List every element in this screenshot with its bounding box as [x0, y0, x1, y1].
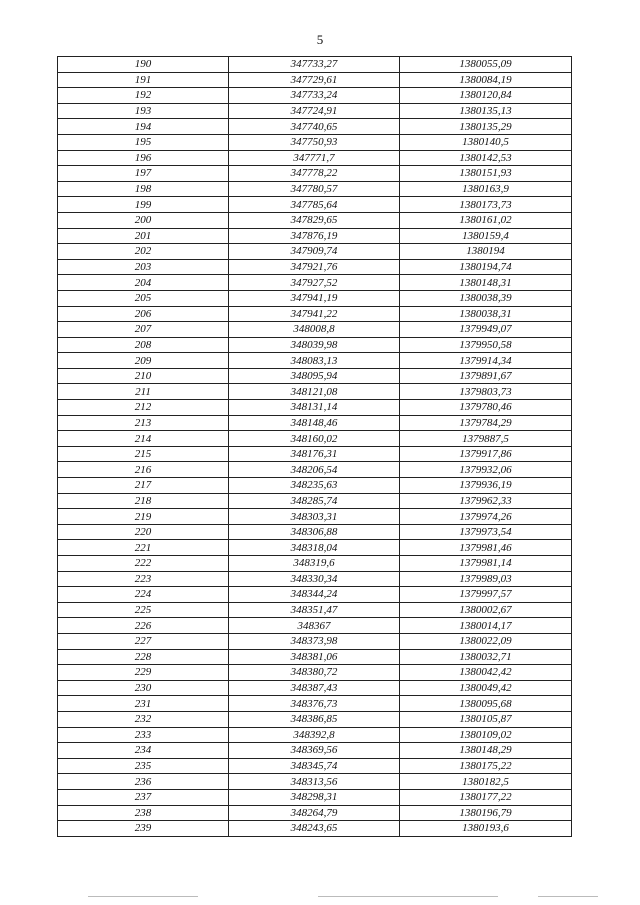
x-coordinate-cell: 347909,74 — [229, 244, 400, 260]
point-number-cell: 202 — [58, 244, 229, 260]
point-number-cell: 231 — [58, 696, 229, 712]
table-row — [58, 680, 572, 696]
table-row — [58, 758, 572, 774]
point-number-cell: 199 — [58, 197, 229, 213]
point-number-cell: 211 — [58, 384, 229, 400]
x-coordinate-cell: 347771,7 — [229, 150, 400, 166]
point-number-cell: 208 — [58, 337, 229, 353]
table-row — [58, 805, 572, 821]
x-coordinate-cell: 347785,64 — [229, 197, 400, 213]
y-coordinate-cell: 1380148,31 — [400, 275, 572, 291]
y-coordinate-cell: 1380032,71 — [400, 649, 572, 665]
x-coordinate-cell: 348264,79 — [229, 805, 400, 821]
y-coordinate-cell: 1379949,07 — [400, 322, 572, 338]
table-row — [58, 119, 572, 135]
y-coordinate-cell: 1380014,17 — [400, 618, 572, 634]
table-row — [58, 337, 572, 353]
y-coordinate-cell: 1380135,29 — [400, 119, 572, 135]
table-row — [58, 431, 572, 447]
x-coordinate-cell: 348380,72 — [229, 665, 400, 681]
point-number-cell: 214 — [58, 431, 229, 447]
y-coordinate-cell: 1380159,4 — [400, 228, 572, 244]
x-coordinate-cell: 348319,6 — [229, 556, 400, 572]
x-coordinate-cell: 348367 — [229, 618, 400, 634]
x-coordinate-cell: 348285,74 — [229, 493, 400, 509]
x-coordinate-cell: 347876,19 — [229, 228, 400, 244]
x-coordinate-cell: 348330,34 — [229, 571, 400, 587]
x-coordinate-cell: 348160,02 — [229, 431, 400, 447]
table-row — [58, 493, 572, 509]
y-coordinate-cell: 1379962,33 — [400, 493, 572, 509]
x-coordinate-cell: 347750,93 — [229, 134, 400, 150]
point-number-cell: 220 — [58, 524, 229, 540]
table-row — [58, 524, 572, 540]
point-number-cell: 228 — [58, 649, 229, 665]
table-row — [58, 649, 572, 665]
x-coordinate-cell: 348235,63 — [229, 478, 400, 494]
x-coordinate-cell: 347829,65 — [229, 212, 400, 228]
table-row — [58, 353, 572, 369]
point-number-cell: 230 — [58, 680, 229, 696]
point-number-cell: 200 — [58, 212, 229, 228]
table-row — [58, 727, 572, 743]
y-coordinate-cell: 1380120,84 — [400, 88, 572, 104]
x-coordinate-cell: 348392,8 — [229, 727, 400, 743]
y-coordinate-cell: 1380038,31 — [400, 306, 572, 322]
table-row — [58, 290, 572, 306]
table-row — [58, 665, 572, 681]
table-row — [58, 415, 572, 431]
table-row — [58, 789, 572, 805]
y-coordinate-cell: 1379891,67 — [400, 368, 572, 384]
y-coordinate-cell: 1379917,86 — [400, 446, 572, 462]
x-coordinate-cell: 348387,43 — [229, 680, 400, 696]
point-number-cell: 225 — [58, 602, 229, 618]
x-coordinate-cell: 348344,24 — [229, 587, 400, 603]
y-coordinate-cell: 1379780,46 — [400, 400, 572, 416]
table-row — [58, 57, 572, 73]
point-number-cell: 226 — [58, 618, 229, 634]
x-coordinate-cell: 347941,22 — [229, 306, 400, 322]
table-row — [58, 244, 572, 260]
table-row — [58, 821, 572, 837]
coordinates-table-body — [58, 57, 572, 837]
x-coordinate-cell: 348313,56 — [229, 774, 400, 790]
table-row — [58, 228, 572, 244]
point-number-cell: 191 — [58, 72, 229, 88]
table-row — [58, 306, 572, 322]
x-coordinate-cell: 348131,14 — [229, 400, 400, 416]
x-coordinate-cell: 348206,54 — [229, 462, 400, 478]
table-row — [58, 509, 572, 525]
footer-scan-marks — [0, 894, 640, 900]
x-coordinate-cell: 347780,57 — [229, 181, 400, 197]
x-coordinate-cell: 348083,13 — [229, 353, 400, 369]
x-coordinate-cell: 347740,65 — [229, 119, 400, 135]
y-coordinate-cell: 1380135,13 — [400, 103, 572, 119]
point-number-cell: 195 — [58, 134, 229, 150]
x-coordinate-cell: 348381,06 — [229, 649, 400, 665]
table-row — [58, 478, 572, 494]
table-row — [58, 540, 572, 556]
table-row — [58, 711, 572, 727]
x-coordinate-cell: 347941,19 — [229, 290, 400, 306]
point-number-cell: 190 — [58, 57, 229, 73]
x-coordinate-cell: 348095,94 — [229, 368, 400, 384]
y-coordinate-cell: 1380049,42 — [400, 680, 572, 696]
table-row — [58, 571, 572, 587]
point-number-cell: 217 — [58, 478, 229, 494]
point-number-cell: 206 — [58, 306, 229, 322]
y-coordinate-cell: 1380175,22 — [400, 758, 572, 774]
x-coordinate-cell: 348306,88 — [229, 524, 400, 540]
table-row — [58, 150, 572, 166]
y-coordinate-cell: 1380095,68 — [400, 696, 572, 712]
point-number-cell: 222 — [58, 556, 229, 572]
footer-mark — [538, 896, 598, 897]
x-coordinate-cell: 348008,8 — [229, 322, 400, 338]
point-number-cell: 229 — [58, 665, 229, 681]
table-row — [58, 103, 572, 119]
y-coordinate-cell: 1380105,87 — [400, 711, 572, 727]
table-row — [58, 587, 572, 603]
y-coordinate-cell: 1380022,09 — [400, 633, 572, 649]
table-row — [58, 633, 572, 649]
x-coordinate-cell: 348345,74 — [229, 758, 400, 774]
point-number-cell: 235 — [58, 758, 229, 774]
x-coordinate-cell: 347733,24 — [229, 88, 400, 104]
point-number-cell: 232 — [58, 711, 229, 727]
x-coordinate-cell: 348369,56 — [229, 743, 400, 759]
point-number-cell: 236 — [58, 774, 229, 790]
x-coordinate-cell: 348376,73 — [229, 696, 400, 712]
x-coordinate-cell: 347778,22 — [229, 166, 400, 182]
table-row — [58, 322, 572, 338]
table-row — [58, 166, 572, 182]
table-row — [58, 696, 572, 712]
x-coordinate-cell: 348243,65 — [229, 821, 400, 837]
y-coordinate-cell: 1379989,03 — [400, 571, 572, 587]
coordinates-table — [57, 56, 572, 837]
table-row — [58, 400, 572, 416]
y-coordinate-cell: 1379784,29 — [400, 415, 572, 431]
y-coordinate-cell: 1380148,29 — [400, 743, 572, 759]
x-coordinate-cell: 348373,98 — [229, 633, 400, 649]
y-coordinate-cell: 1379950,58 — [400, 337, 572, 353]
y-coordinate-cell: 1380142,53 — [400, 150, 572, 166]
point-number-cell: 204 — [58, 275, 229, 291]
point-number-cell: 234 — [58, 743, 229, 759]
y-coordinate-cell: 1379981,14 — [400, 556, 572, 572]
table-row — [58, 618, 572, 634]
point-number-cell: 218 — [58, 493, 229, 509]
y-coordinate-cell: 1380140,5 — [400, 134, 572, 150]
y-coordinate-cell: 1380194,74 — [400, 259, 572, 275]
table-row — [58, 212, 572, 228]
y-coordinate-cell: 1379932,06 — [400, 462, 572, 478]
point-number-cell: 215 — [58, 446, 229, 462]
x-coordinate-cell: 347927,52 — [229, 275, 400, 291]
point-number-cell: 198 — [58, 181, 229, 197]
point-number-cell: 212 — [58, 400, 229, 416]
x-coordinate-cell: 347733,27 — [229, 57, 400, 73]
y-coordinate-cell: 1380042,42 — [400, 665, 572, 681]
table-row — [58, 743, 572, 759]
point-number-cell: 233 — [58, 727, 229, 743]
y-coordinate-cell: 1379974,26 — [400, 509, 572, 525]
x-coordinate-cell: 348318,04 — [229, 540, 400, 556]
point-number-cell: 216 — [58, 462, 229, 478]
x-coordinate-cell: 347921,76 — [229, 259, 400, 275]
table-row — [58, 384, 572, 400]
point-number-cell: 210 — [58, 368, 229, 384]
y-coordinate-cell: 1380109,02 — [400, 727, 572, 743]
point-number-cell: 223 — [58, 571, 229, 587]
x-coordinate-cell: 347724,91 — [229, 103, 400, 119]
y-coordinate-cell: 1380177,22 — [400, 789, 572, 805]
x-coordinate-cell: 348176,31 — [229, 446, 400, 462]
table-row — [58, 446, 572, 462]
table-row — [58, 88, 572, 104]
y-coordinate-cell: 1379803,73 — [400, 384, 572, 400]
x-coordinate-cell: 348303,31 — [229, 509, 400, 525]
y-coordinate-cell: 1380084,19 — [400, 72, 572, 88]
x-coordinate-cell: 348298,31 — [229, 789, 400, 805]
point-number-cell: 227 — [58, 633, 229, 649]
y-coordinate-cell: 1379914,34 — [400, 353, 572, 369]
footer-mark — [88, 896, 198, 897]
point-number-cell: 239 — [58, 821, 229, 837]
table-row — [58, 259, 572, 275]
x-coordinate-cell: 348039,98 — [229, 337, 400, 353]
table-row — [58, 602, 572, 618]
y-coordinate-cell: 1380194 — [400, 244, 572, 260]
table-row — [58, 72, 572, 88]
y-coordinate-cell: 1379973,54 — [400, 524, 572, 540]
point-number-cell: 213 — [58, 415, 229, 431]
point-number-cell: 219 — [58, 509, 229, 525]
table-row — [58, 462, 572, 478]
y-coordinate-cell: 1380038,39 — [400, 290, 572, 306]
page-number: 5 — [316, 32, 324, 47]
x-coordinate-cell: 348148,46 — [229, 415, 400, 431]
table-row — [58, 181, 572, 197]
y-coordinate-cell: 1380002,67 — [400, 602, 572, 618]
point-number-cell: 196 — [58, 150, 229, 166]
point-number-cell: 237 — [58, 789, 229, 805]
y-coordinate-cell: 1380196,79 — [400, 805, 572, 821]
point-number-cell: 207 — [58, 322, 229, 338]
y-coordinate-cell: 1379887,5 — [400, 431, 572, 447]
footer-mark — [318, 896, 498, 897]
y-coordinate-cell: 1380193,6 — [400, 821, 572, 837]
y-coordinate-cell: 1380151,93 — [400, 166, 572, 182]
point-number-cell: 205 — [58, 290, 229, 306]
point-number-cell: 238 — [58, 805, 229, 821]
x-coordinate-cell: 347729,61 — [229, 72, 400, 88]
y-coordinate-cell: 1379981,46 — [400, 540, 572, 556]
y-coordinate-cell: 1379936,19 — [400, 478, 572, 494]
point-number-cell: 201 — [58, 228, 229, 244]
y-coordinate-cell: 1380182,5 — [400, 774, 572, 790]
y-coordinate-cell: 1379997,57 — [400, 587, 572, 603]
point-number-cell: 209 — [58, 353, 229, 369]
table-row — [58, 368, 572, 384]
point-number-cell: 194 — [58, 119, 229, 135]
x-coordinate-cell: 348121,08 — [229, 384, 400, 400]
point-number-cell: 197 — [58, 166, 229, 182]
table-row — [58, 134, 572, 150]
x-coordinate-cell: 348386,85 — [229, 711, 400, 727]
y-coordinate-cell: 1380161,02 — [400, 212, 572, 228]
table-row — [58, 197, 572, 213]
point-number-cell: 224 — [58, 587, 229, 603]
table-row — [58, 275, 572, 291]
table-row — [58, 556, 572, 572]
point-number-cell: 193 — [58, 103, 229, 119]
y-coordinate-cell: 1380163,9 — [400, 181, 572, 197]
y-coordinate-cell: 1380173,73 — [400, 197, 572, 213]
point-number-cell: 203 — [58, 259, 229, 275]
table-row — [58, 774, 572, 790]
y-coordinate-cell: 1380055,09 — [400, 57, 572, 73]
point-number-cell: 192 — [58, 88, 229, 104]
x-coordinate-cell: 348351,47 — [229, 602, 400, 618]
point-number-cell: 221 — [58, 540, 229, 556]
